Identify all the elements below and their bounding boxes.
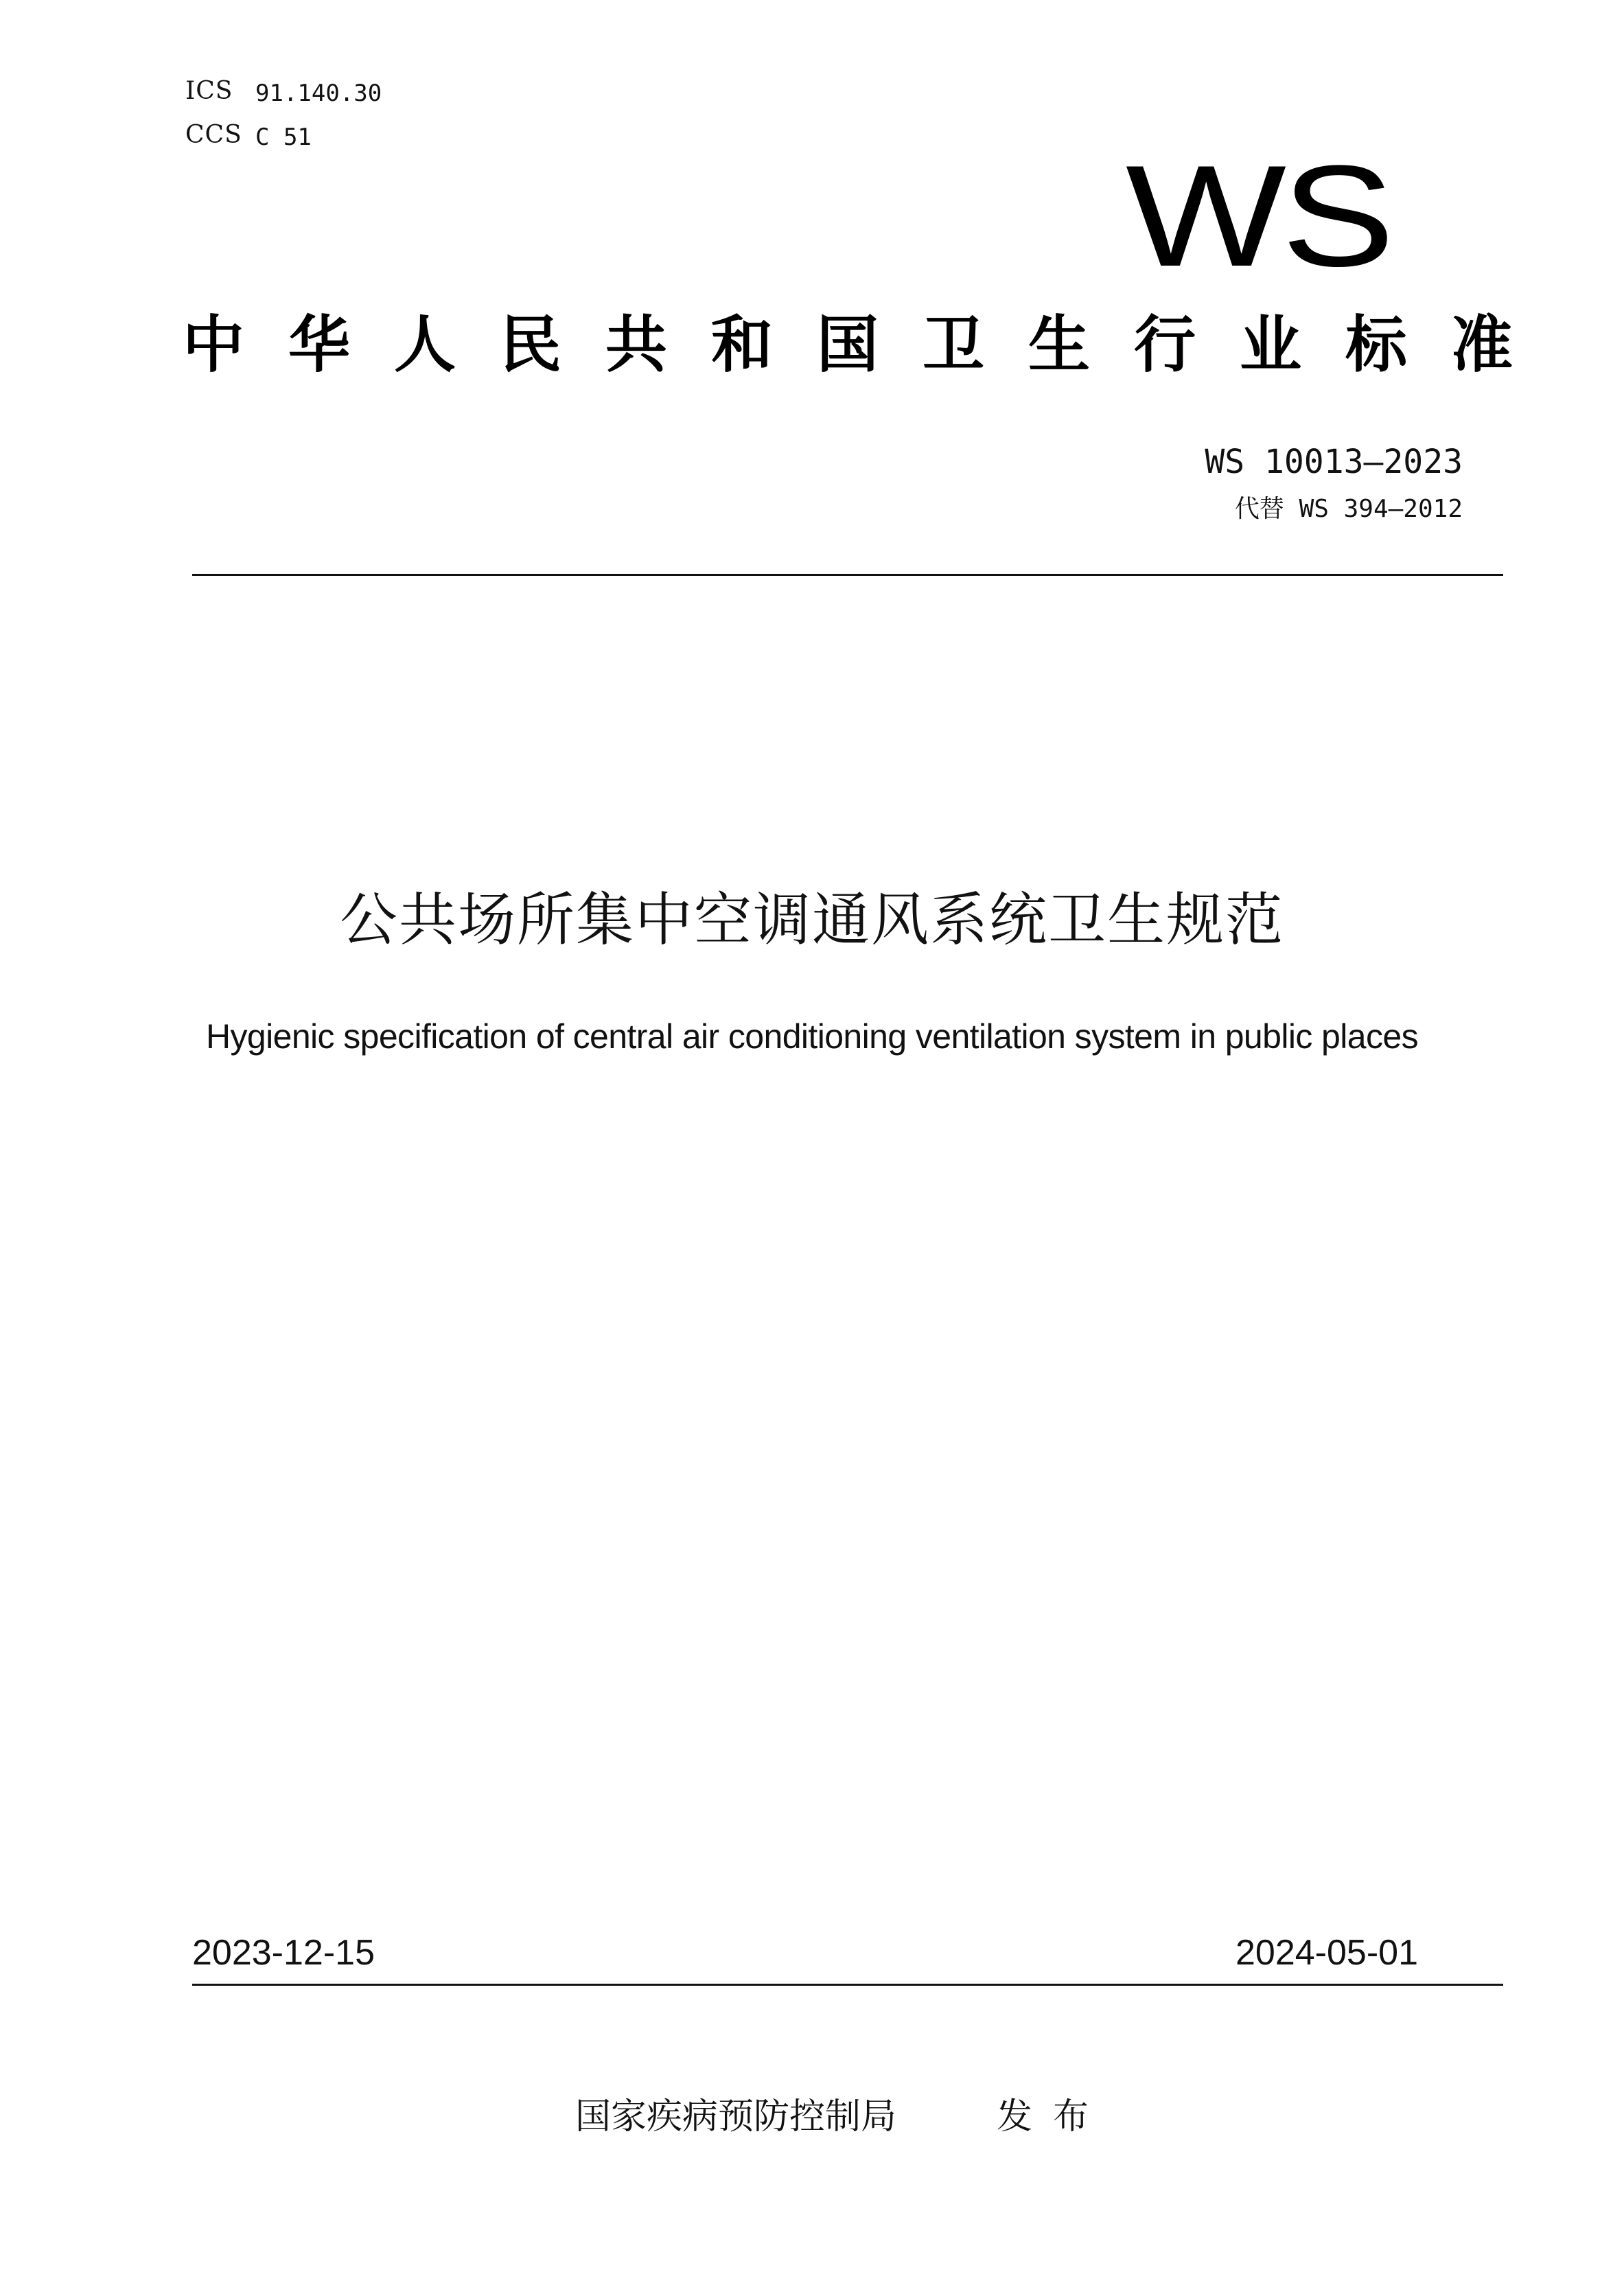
issue-date: 2023-12-15: [192, 1933, 375, 1973]
bottom-divider: [192, 1984, 1503, 1986]
english-title: Hygienic specification of central air conditioning ventilation system in public places: [205, 1017, 1418, 1056]
implementation-date: 2024-05-01: [1236, 1933, 1418, 1973]
ws-logo: WS: [1126, 135, 1391, 297]
ics-value: 91.140.30: [255, 80, 382, 107]
national-standard-title: 中华人民共和国卫生行业标准: [183, 309, 1557, 381]
publish-action: 发布: [997, 2096, 1110, 2137]
ccs-value: C 51: [255, 124, 312, 151]
ics-label: ICS: [185, 77, 233, 105]
ccs-label: CCS: [185, 121, 242, 149]
chinese-title: 公共场所集中空调通风系统卫生规范: [339, 886, 1284, 953]
top-divider: [192, 574, 1503, 576]
replaces-standard: 代替 WS 394—2012: [1234, 495, 1463, 523]
standard-number: WS 10013—2023: [1205, 443, 1463, 481]
publisher-name: 国家疾病预防控制局: [575, 2096, 897, 2137]
